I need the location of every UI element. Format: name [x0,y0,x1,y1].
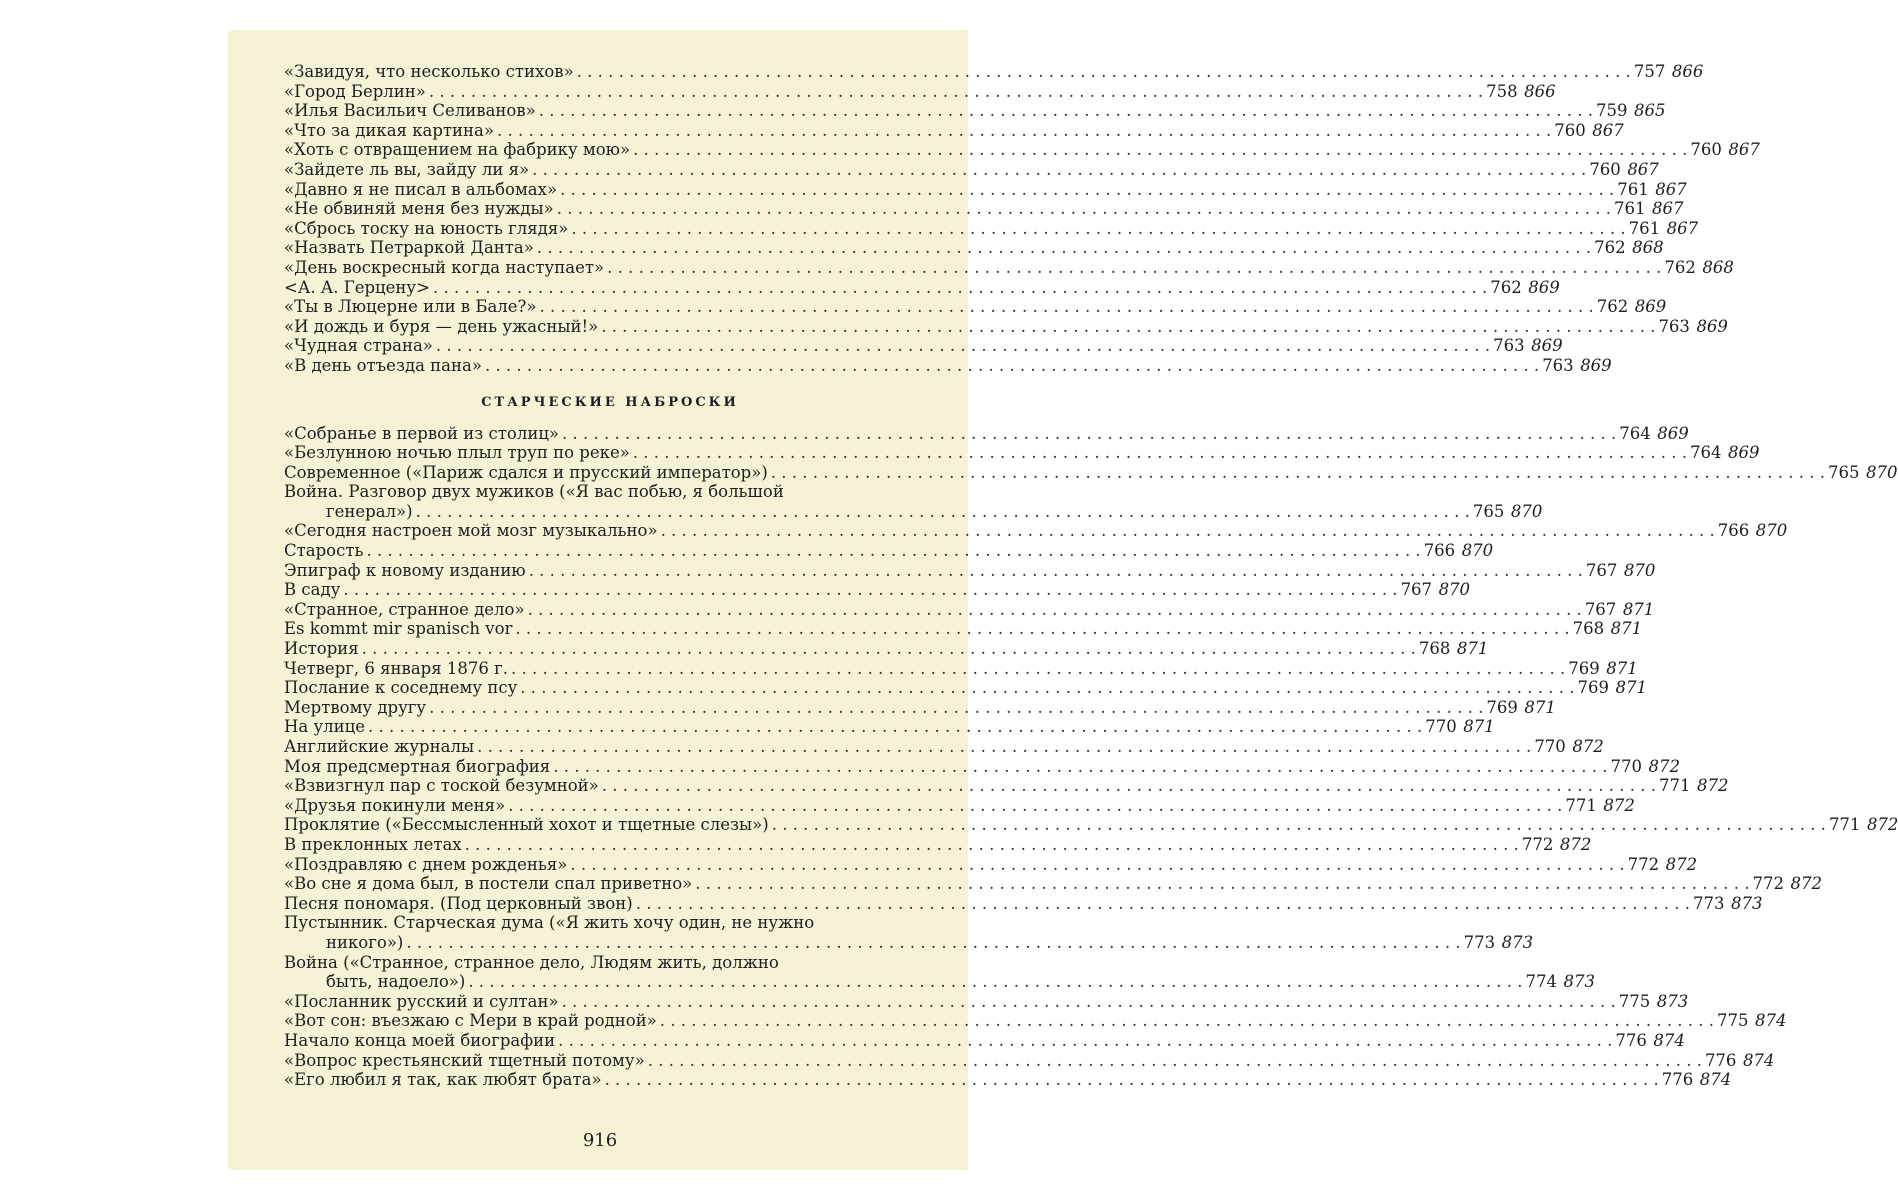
leader-dots [560,180,1614,200]
toc-entry [284,541,1494,561]
toc-entry-page: 763 [1493,336,1525,356]
toc-entry-note-page: 873 [1656,991,1689,1011]
toc-entry-title: «Город Берлин» [284,81,426,101]
toc-entry-title: «Что за дикая картина» [284,120,494,140]
toc-entry-page: 762 [1664,257,1696,277]
toc-entry [284,678,1648,698]
leader-dots [558,1031,1612,1051]
toc-entry-title: «Странное, странное дело» [284,599,525,619]
toc-entry-page: 770 [1610,756,1642,776]
toc-entry [284,991,1689,1012]
toc-entry-note-page: 871 [1463,717,1495,737]
toc-entry-page: 767 [1584,599,1617,619]
toc-entry-note-page: 874 [1699,1070,1732,1090]
toc-entry-title: «День воскресный когда наступает» [284,257,605,277]
leader-dots [540,297,1594,317]
toc-entry [284,795,1635,816]
toc-entry [284,619,1643,639]
leader-dots [571,219,1625,239]
toc-entry-note-page: 874 [1653,1030,1685,1050]
toc-entry-note-page: 873 [1501,932,1534,952]
leader-dots [520,678,1574,698]
toc-entry-title: «Посланник русский и султан» [284,991,559,1011]
leader-dots [468,972,1522,992]
leader-dots [515,619,1569,639]
toc-entry-title: Пустынник. Старческая дума («Я жить хочу один, не нужно [284,913,815,933]
toc-entry-note-page: 872 [1572,737,1604,756]
toc-entry-note-page: 865 [1633,101,1666,121]
toc-entry-title: «Хоть с отвращением на фабрику мою» [284,140,631,160]
toc-entry-title: Послание к соседнему псу [284,678,518,698]
toc-entry [284,854,1698,875]
toc-entry [284,1030,1685,1051]
leader-dots [557,199,1611,219]
leader-dots [636,894,1690,914]
toc-entry-page: 772 [1752,874,1784,894]
toc-entry-page: 775 [1717,1011,1749,1031]
toc-entry-title: «Давно я не писал в альбомах» [284,179,558,199]
toc-entry-title: Война. Разговор двух мужиков («Я вас побью, я большой [284,482,784,502]
leader-dots [433,278,1487,298]
leader-dots [406,933,1460,953]
toc-entry [284,355,1612,376]
toc-entry-title: «Его любил я так, как любят брата» [284,1070,602,1090]
toc-list-top [284,62,1760,376]
toc-entry-title: Мертвому другу [284,697,427,717]
leader-dots [602,776,1656,796]
leader-dots [537,238,1591,258]
page-number: 916 [582,1130,618,1151]
toc-entry-note-page: 870 [1438,580,1471,600]
toc-entry-note-page: 866 [1524,81,1556,101]
leader-dots [633,443,1687,463]
toc-entry-page: 772 [1521,834,1554,854]
toc-entry-note-page: 866 [1671,62,1704,81]
toc-entry-title: «Друзья покинули меня» [284,795,506,815]
toc-entry [284,893,1763,914]
toc-entry-page: 776 [1704,1050,1737,1070]
toc-entry-title: «Назвать Петраркой Данта» [284,238,534,258]
toc-entry [284,238,1664,258]
toc-entry-title-continued: быть, надоело») [326,972,466,992]
toc-entry-page: 769 [1486,697,1518,717]
toc-entry-page: 759 [1595,101,1628,121]
toc-entry-title: В преклонных летах [284,834,462,854]
leader-dots [429,698,1483,718]
toc-entry-note-page: 872 [1790,874,1822,894]
toc-entry-page: 765 [1828,462,1860,482]
toc-entry-note-page: 869 [1728,443,1760,463]
leader-dots [508,796,1562,816]
toc-entry-page: 766 [1717,521,1750,541]
table-of-contents [284,62,1898,1090]
toc-entry-page: 771 [1659,776,1691,796]
toc-entry [284,62,1704,82]
toc-entry [284,120,1624,141]
toc-entry-page: 771 [1565,795,1597,815]
toc-entry-note-page: 872 [1697,776,1729,796]
toc-entry-title: Современное («Париж сдался и прусский император») [284,462,768,482]
leader-dots [532,160,1586,180]
toc-entry-title: «Зайдете ль вы, зайду ли я» [284,159,530,179]
toc-entry-page: 761 [1628,218,1661,238]
toc-entry-title: Эпиграф к новому изданию [284,560,526,580]
leader-dots [648,1051,1702,1071]
toc-entry-page: 763 [1658,316,1690,336]
leader-dots [477,737,1531,757]
leader-dots [771,463,1825,483]
toc-entry [284,952,1596,992]
toc-entry-note-page: 869 [1657,423,1689,443]
toc-entry-note-page: 868 [1702,257,1734,277]
toc-entry-note-page: 870 [1866,462,1898,482]
toc-entry-note-page: 867 [1728,140,1760,160]
toc-entry-note-page: 867 [1627,159,1659,179]
leader-dots [772,815,1826,835]
toc-entry-page: 767 [1400,580,1433,600]
toc-entry-title: <А. А. Герцену> [284,277,430,297]
toc-entry-page: 775 [1618,991,1651,1011]
leader-dots [368,717,1422,737]
toc-entry-note-page: 872 [1866,815,1898,835]
toc-entry-note-page: 872 [1665,854,1698,874]
toc-entry-continuation [284,501,1543,522]
toc-entry-title: «Сегодня настроен мой мозг музыкально» [284,521,658,541]
toc-entry [284,199,1684,219]
toc-entry-note-page: 874 [1755,1011,1787,1031]
toc-entry-page: 774 [1525,972,1558,992]
toc-entry-note-page: 869 [1696,316,1728,336]
toc-entry-page: 776 [1661,1070,1694,1090]
toc-entry-title: «Чудная страна» [284,336,433,356]
toc-list-section [284,423,1898,1090]
toc-entry [284,336,1563,356]
toc-entry-title: «Илья Васильич Селиванов» [284,101,536,121]
toc-entry-title: Песня пономаря. (Под церковный звон) [284,893,633,913]
toc-entry-note-page: 873 [1730,893,1763,913]
toc-entry-page: 773 [1463,932,1496,952]
leader-dots [366,541,1420,561]
toc-entry-note-page: 871 [1524,697,1556,717]
leader-dots [660,1011,1714,1031]
toc-entry-title: «Не обвиняй меня без нужды» [284,199,554,219]
toc-entry-note-page: 871 [1456,639,1489,659]
toc-entry-title: Начало конца моей биографии [284,1030,556,1050]
toc-entry-title: Es kommt mir spanisch vor [284,619,513,639]
leader-dots [416,502,1470,522]
toc-entry [284,1011,1787,1031]
toc-entry-note-page: 868 [1632,238,1664,258]
leader-dots [497,121,1551,141]
toc-entry [284,697,1556,718]
leader-dots [601,317,1655,337]
toc-entry-note-page: 870 [1461,541,1494,561]
toc-entry-note-page: 873 [1563,972,1596,992]
toc-entry-note-page: 871 [1606,658,1638,678]
toc-entry [284,462,1898,483]
toc-entry-title: «Собранье в первой из столиц» [284,423,560,443]
toc-entry-note-page: 870 [1510,501,1543,521]
toc-entry-page: 760 [1690,140,1722,160]
leader-dots [485,356,1539,376]
leader-dots [429,82,1483,102]
toc-entry-title: Война («Странное, странное дело, Людям жить, должно [284,952,779,972]
toc-entry-page: 761 [1617,179,1649,199]
toc-entry [284,874,1822,894]
toc-entry-page: 764 [1619,423,1651,443]
toc-entry-title: Старость [284,541,364,561]
leader-dots [570,855,1624,875]
toc-entry-title: «Безлунною ночью плыл труп по реке» [284,443,630,463]
leader-dots [362,639,1416,659]
toc-entry [284,140,1760,160]
leader-dots [577,62,1631,82]
leader-dots [528,600,1582,620]
toc-entry-page: 769 [1568,658,1600,678]
toc-entry-note-page: 872 [1559,834,1592,854]
leader-dots [562,424,1616,444]
toc-entry [284,580,1471,600]
toc-entry-title: Английские журналы [284,737,475,756]
toc-entry-note-page: 870 [1623,560,1656,580]
section-title: СТАРЧЕСКИЕ НАБРОСКИ [481,394,739,410]
toc-entry-title: «В день отъезда пана» [284,355,482,375]
toc-entry [284,815,1898,835]
toc-entry-note-page: 870 [1755,521,1788,541]
toc-entry-page: 773 [1692,893,1725,913]
toc-entry [284,443,1760,463]
toc-entry [284,913,1534,952]
toc-entry-page: 762 [1596,297,1629,317]
toc-entry-page: 760 [1589,159,1621,179]
toc-entry-note-page: 869 [1531,336,1563,356]
toc-entry [284,81,1556,102]
toc-entry [284,297,1667,317]
toc-entry [284,658,1638,679]
toc-entry [284,257,1734,278]
toc-entry-title: Моя предсмертная биография [284,756,551,776]
toc-entry-page: 772 [1627,854,1660,874]
toc-entry-title: «Сбрось тоску на юность глядя» [284,218,569,238]
leader-dots [529,561,1583,581]
toc-entry-note-page: 867 [1592,120,1624,140]
toc-entry [284,717,1495,737]
toc-entry-page: 770 [1534,737,1566,756]
toc-entry-page: 761 [1614,199,1646,219]
toc-entry-note-page: 867 [1666,218,1699,238]
toc-entry-page: 767 [1585,560,1618,580]
toc-entry [284,776,1729,796]
toc-entry-page: 762 [1594,238,1626,258]
leader-dots [661,521,1715,541]
toc-entry [284,560,1656,581]
toc-entry-title: Четверг, 6 января 1876 г. [284,658,509,678]
leader-dots [511,659,1565,679]
toc-entry [284,277,1560,298]
toc-entry-page: 769 [1577,678,1610,698]
leader-dots [436,336,1490,356]
toc-entry-note-page: 872 [1648,756,1680,776]
leader-dots [343,580,1397,600]
toc-entry-title: «И дождь и буря — день ужасный!» [284,316,599,336]
toc-entry-page: 760 [1554,120,1586,140]
toc-entry-continuation [284,932,1534,953]
toc-entry-title: «Взвизгнул пар с тоской безумной» [284,776,599,796]
toc-entry-title: «Вот сон: въезжаю с Мери в край родной» [284,1011,657,1031]
toc-entry-note-page: 867 [1655,179,1687,199]
toc-entry [284,482,1543,521]
toc-entry-note-page: 867 [1652,199,1684,219]
toc-entry-note-page: 872 [1603,795,1635,815]
leader-dots [539,101,1593,121]
toc-entry [284,599,1655,620]
leader-dots [465,835,1519,855]
toc-entry-page: 770 [1425,717,1457,737]
toc-entry [284,101,1666,121]
toc-entry-title-continued: никого») [326,932,404,952]
toc-entry-note-page: 871 [1622,599,1655,619]
toc-entry [284,159,1659,180]
toc-entry-page: 758 [1486,81,1518,101]
leader-dots [607,258,1661,278]
toc-entry-title: «Во сне я дома был, в постели спал приветно» [284,874,693,894]
toc-entry [284,1070,1732,1090]
leader-dots [605,1070,1659,1090]
toc-entry [284,1050,1775,1071]
toc-entry-page: 776 [1615,1030,1647,1050]
leader-dots [562,992,1616,1012]
toc-entry-note-page: 869 [1580,355,1612,375]
toc-entry-note-page: 869 [1528,277,1560,297]
toc-entry [284,756,1680,777]
toc-entry-page: 763 [1542,355,1574,375]
toc-entry-page: 757 [1633,62,1666,81]
toc-entry [284,179,1687,200]
toc-entry-note-page: 871 [1615,678,1648,698]
leader-dots [695,874,1749,894]
toc-entry-title: «Поздравляю с днем рожденья» [284,854,568,874]
toc-entry-title: В саду [284,580,341,600]
toc-entry-page: 771 [1828,815,1861,835]
toc-entry [284,737,1604,757]
toc-entry-title: «Завидуя, что несколько стихов» [284,62,574,81]
toc-entry-page: 764 [1690,443,1722,463]
toc-entry-title: На улице [284,717,366,737]
toc-entry-note-page: 871 [1610,619,1643,639]
leader-dots [553,757,1607,777]
toc-entry-note-page: 869 [1634,297,1667,317]
toc-entry-page: 766 [1423,541,1456,561]
toc-entry-continuation [284,972,1596,992]
toc-entry [284,639,1489,659]
toc-entry-title-continued: генерал») [326,501,413,521]
toc-entry [284,316,1728,337]
toc-entry-page: 768 [1572,619,1605,639]
toc-entry-page: 762 [1490,277,1522,297]
toc-entry-title: Проклятие («Бессмысленный хохот и тщетные слезы») [284,815,769,835]
toc-entry-title: История [284,639,359,659]
toc-entry [284,218,1699,239]
leader-dots [633,140,1687,160]
toc-entry-note-page: 874 [1742,1050,1775,1070]
toc-entry-page: 768 [1418,639,1451,659]
toc-entry [284,834,1592,855]
toc-entry-title: «Вопрос крестьянский тщетный потому» [284,1050,645,1070]
toc-entry-title: «Ты в Люцерне или в Бале?» [284,297,537,317]
toc-entry-page: 765 [1472,501,1505,521]
toc-entry [284,521,1788,541]
toc-entry [284,423,1689,444]
